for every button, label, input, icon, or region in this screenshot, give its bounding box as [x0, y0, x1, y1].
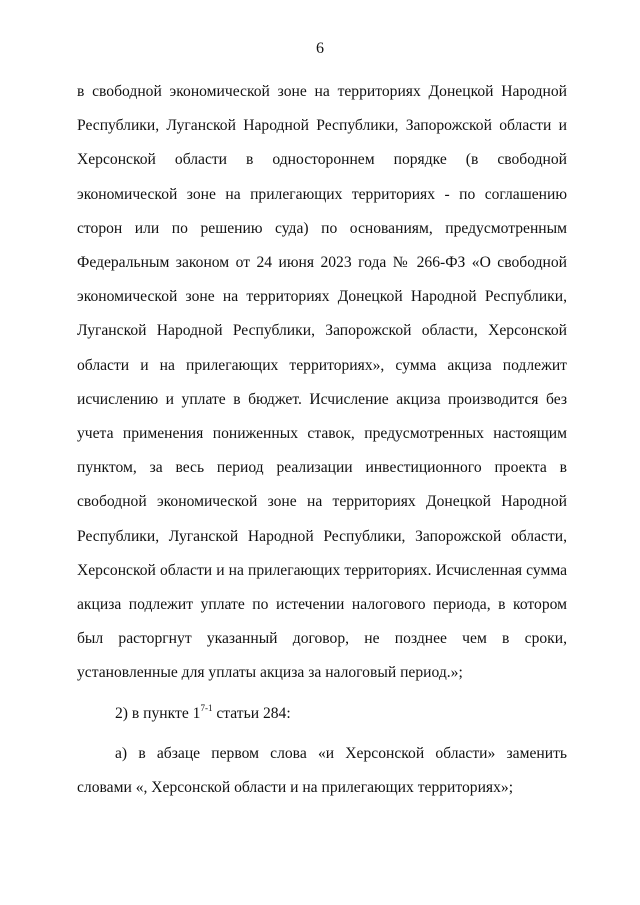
page-number: 6: [316, 40, 324, 57]
item-2-text-after: статьи 284:: [212, 704, 291, 722]
item-2-text-before: 2) в пункте 1: [115, 704, 201, 722]
paragraph-excise-calculation: в свободной экономической зоне на территориях Донецкой Народной Республики, Луганской Народной Республики, Запорожской области и Херсонской области в одностороннем порядке (в свободной экономической зоне на прилегающих территориях - по соглашению сторон или по решению суда) по основаниям, предусмотренным Федеральным законом от 24 июня 2023 года № 266-ФЗ «О свободной экономической зоне на территориях Донецкой Народной Республики, Луганской Народной Республики, Запорожской области, Херсонской области и на прилегающих территориях», сумма акциза подлежит исчислению и уплате в бюджет. Исчисление акциза производится без учета применения пониженных ставок, предусмотренных настоящим пунктом, за весь период реализации инвестиционного проекта в свободной экономической зоне на территориях Донецкой Народной Республики, Луганской Народной Республики, Запорожской области, Херсонской области и на прилегающих территориях. Исчисленная сумма акциза подлежит уплате по истечении налогового периода, в котором был расторгнут указанный договор, не позднее чем в сроки, установленные для уплаты акциза за налоговый период.»;: [77, 83, 567, 682]
paragraph-item-2: [77, 697, 567, 731]
paragraph-subitem-a: а) в абзаце первом слова «и Херсонской области» заменить словами «, Херсонской области и на прилегающих территориях»;: [77, 744, 567, 797]
document-body: [77, 75, 567, 805]
item-2-superscript: 7-1: [200, 702, 213, 713]
